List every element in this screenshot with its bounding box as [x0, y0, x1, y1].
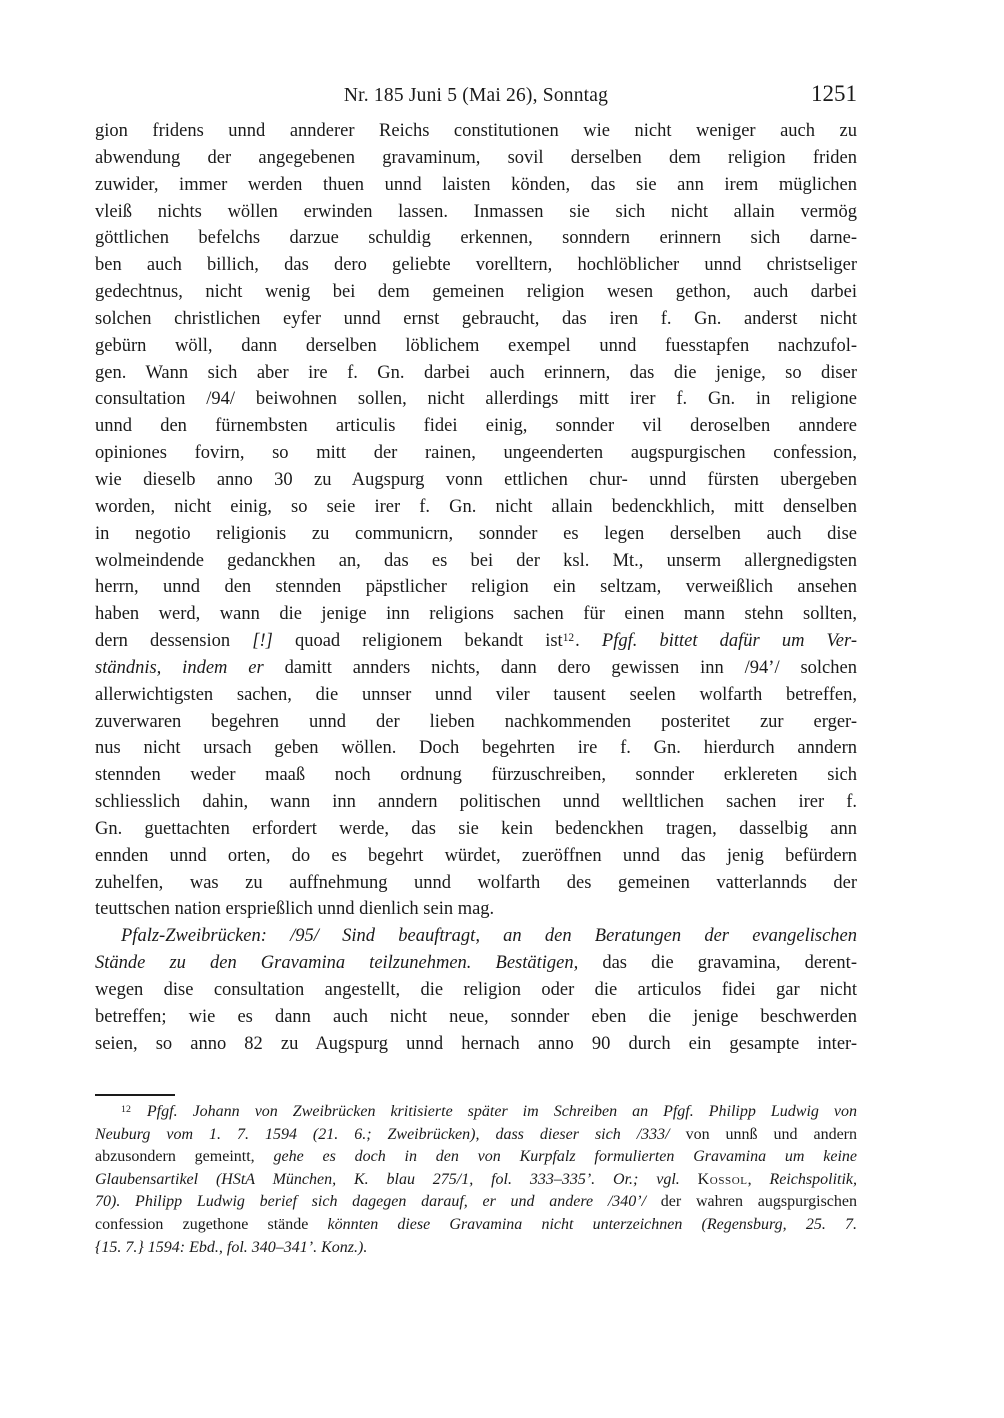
- page-number: 1251: [811, 81, 857, 106]
- text-run: 70). Philipp Ludwig berief sich dagegen darauf, er und andere /340’/: [95, 1193, 647, 1211]
- text-run: der wahren augspurgischen: [646, 1193, 857, 1211]
- text-run: gen. Wann sich aber ire f. Gn. darbei auch erinnern, das die jenige, so diser: [95, 362, 857, 383]
- text-run: gedechtnus, nicht wenig bei dem gemeinen religion wesen gethon, auch darbei: [95, 282, 857, 303]
- text-run: gebürn wöll, dann derselben löblichem exempel unnd fuesstapfen nachzufol-: [95, 335, 857, 356]
- text-line: [95, 843, 857, 870]
- text-line: [95, 494, 857, 521]
- footnote-12: [95, 1101, 857, 1259]
- text-run: zuhelfen, was zu auffnehmung unnd wolfarth des gemeinen vatterlannds der: [95, 872, 857, 893]
- text-run: Kossol: [697, 1170, 748, 1188]
- text-run: opiniones fovirn, so mitt der rainen, ungeenderten augspurgischen confession,: [95, 443, 857, 464]
- text-line: [95, 950, 857, 977]
- text-line: [95, 333, 857, 360]
- main-text-block: [95, 118, 857, 1058]
- text-run: unnd den fürnembsten articulis fidei einig, sonnder vil deroselben anndere: [95, 416, 857, 437]
- text-line: [95, 655, 857, 682]
- text-line: [95, 1031, 857, 1058]
- text-run: confession zugethone stände: [95, 1215, 328, 1233]
- text-line: [95, 762, 857, 789]
- text-line: [95, 548, 857, 575]
- page-header: [95, 83, 857, 111]
- text-line: [95, 601, 857, 628]
- text-run: ,: [747, 1170, 770, 1188]
- text-run: Pfgf. Johann von Zweibrücken kritisierte später im Schreiben an Pfgf. Philipp Ludwig von: [131, 1103, 857, 1120]
- text-run: ennden unnd orten, do es begehrt würdet, zueröffnen unnd das jenig befürdern: [95, 845, 857, 866]
- text-run: haben werd, wann die jenige inn religions sachen für einen mann stehn sollten,: [95, 604, 857, 625]
- text-line: [95, 440, 857, 467]
- text-line: [95, 923, 857, 950]
- text-line: [95, 896, 857, 923]
- text-run: allerwichtigsten sachen, die unnser unnd viler tausent seelen wolfarth betreffen,: [95, 684, 857, 705]
- text-run: von unnß und andern: [669, 1125, 857, 1143]
- text-run: könnten diese Gravamina nicht unterzeichnen (Regensburg, 25. 7.: [327, 1215, 857, 1233]
- text-run: worden, nicht einig, so seie irer f. Gn. nicht allain bedenckhlich, mitt denselben: [95, 496, 857, 517]
- text-run: solchen christlichen eyfer unnd ernst gebraucht, das iren f. Gn. anderst nicht: [95, 308, 857, 329]
- text-line: [95, 735, 857, 762]
- text-run: Glaubensartikel (HStA München, K. blau 275/1, fol. 333–335’. Or.; vgl.: [95, 1170, 698, 1188]
- text-run: [!]: [252, 631, 273, 652]
- text-run: Pfalz-Zweibrücken: /95/ Sind beauftragt, an den Beratungen der evangelischen: [121, 926, 857, 947]
- text-run: das die gravamina, derent-: [578, 953, 857, 974]
- text-run: stennden weder maaß noch ordnung fürzuschreiben, sonnder erklereten sich: [95, 765, 857, 786]
- text-run: wegen dise consultation angestellt, die religion oder die articulos fidei gar nicht: [95, 980, 857, 1000]
- text-run: nus nicht ursach geben wöllen. Doch begehrten ire f. Gn. hierdurch anndern: [95, 738, 857, 759]
- text-run: Reichspolitik,: [769, 1170, 857, 1188]
- text-line: [95, 467, 857, 494]
- text-line: [95, 413, 857, 440]
- text-line: [95, 521, 857, 548]
- text-run: dern dessension: [95, 631, 253, 652]
- text-run: Gn. guettachten erfordert werde, das sie kein bedenckhen tragen, dasselbig ann: [95, 818, 857, 839]
- text-line: [95, 1004, 857, 1031]
- text-line: [95, 306, 857, 333]
- text-line: [95, 1237, 857, 1260]
- footnote-reference: 12: [121, 1103, 131, 1115]
- text-line: [95, 870, 857, 897]
- text-run: schliesslich dahin, wann inn anndern politischen unnd welltlichen sachen irer f.: [95, 792, 857, 813]
- footnote-reference: 12: [562, 631, 575, 644]
- text-run: in negotio religionis zu communicrn, sonnder es legen derselben auch dise: [95, 523, 857, 544]
- text-line: [95, 977, 857, 1004]
- text-line: [95, 1169, 857, 1192]
- text-line: [95, 628, 857, 655]
- text-run: {15. 7.} 1594: Ebd., fol. 340–341’. Konz.).: [95, 1238, 368, 1256]
- text-run: abwendung der angegebenen gravaminum, sovil derselben dem religion friden: [95, 147, 857, 168]
- text-line: [95, 789, 857, 816]
- text-run: teuttschen nation ersprießlich unnd dienlich sein mag.: [95, 899, 495, 920]
- text-line: [95, 816, 857, 843]
- text-run: wie dieselb anno 30 zu Augspurg vonn ettlichen chur- unnd fürsten ubergeben: [95, 469, 857, 490]
- text-run: zuwider, immer werden thuen unnd laisten könden, das sie ann irem müglichen: [95, 174, 857, 195]
- running-title: Nr. 185 Juni 5 (Mai 26), Sonntag: [343, 85, 609, 106]
- text-line: [95, 145, 857, 172]
- text-line: [95, 1146, 857, 1169]
- text-line: [95, 682, 857, 709]
- text-run: Stände zu den Gravamina teilzunehmen. Bestätigen,: [95, 953, 579, 974]
- text-line: [95, 1191, 857, 1214]
- text-run: abzusondern gemeintt,: [95, 1148, 274, 1166]
- text-run: wolmeindende gedanckhen an, das es bei der ksl. Mt., unserm allergnedigsten: [95, 550, 857, 571]
- text-run: .: [575, 631, 602, 652]
- text-line: [95, 172, 857, 199]
- text-line: [95, 574, 857, 601]
- text-run: seien, so anno 82 zu Augspurg unnd hernach anno 90 durch ein gesampte inter-: [95, 1033, 857, 1054]
- text-run: gehe es doch in den von Kurpfalz formulierten Gravamina um keine: [273, 1148, 857, 1166]
- text-run: consultation /94/ beiwohnen sollen, nicht allerdings mitt irer f. Gn. in religione: [95, 389, 857, 410]
- text-line: [95, 225, 857, 252]
- footnote-rule: [95, 1094, 175, 1096]
- text-run: Neuburg vom 1. 7. 1594 (21. 6.; Zweibrücken), dass dieser sich /333/: [95, 1125, 670, 1143]
- text-line: [95, 252, 857, 279]
- text-line: [95, 279, 857, 306]
- text-line: [95, 1124, 857, 1147]
- text-line: [95, 1214, 857, 1237]
- text-line: [95, 386, 857, 413]
- text-line: [95, 199, 857, 226]
- text-run: zuverwaren begehren unnd der lieben nachkommenden posteritet zur erger-: [95, 711, 857, 732]
- text-run: herrn, unnd den stennden päpstlicher religion ein seltzam, verweißlich ansehen: [95, 577, 857, 598]
- text-run: quoad religionem bekandt ist: [272, 631, 563, 652]
- text-line: [95, 1101, 857, 1124]
- text-run: damitt annders nichts, dann dero gewissen inn /94’/ solchen: [263, 657, 857, 678]
- text-run: ben auch billich, das dero geliebte vorelltern, hochlöblicher unnd christseliger: [95, 255, 857, 276]
- text-run: gion fridens unnd annderer Reichs constitutionen wie nicht weniger auch zu: [95, 121, 857, 141]
- text-run: vleiß nichts wöllen erwinden lassen. Inmassen sie sich nicht allain vermög: [95, 201, 857, 222]
- text-line: [95, 118, 857, 145]
- text-run: ständnis, indem er: [95, 657, 264, 678]
- text-run: Pfgf. bittet dafür um Ver-: [601, 631, 857, 652]
- text-run: betreffen; wie es dann auch nicht neue, sonnder eben die jenige beschwerden: [95, 1006, 857, 1027]
- text-run: göttlichen befelchs darzue schuldig erkennen, sonndern erinnern sich darne-: [95, 228, 857, 249]
- text-line: [95, 709, 857, 736]
- text-line: [95, 360, 857, 387]
